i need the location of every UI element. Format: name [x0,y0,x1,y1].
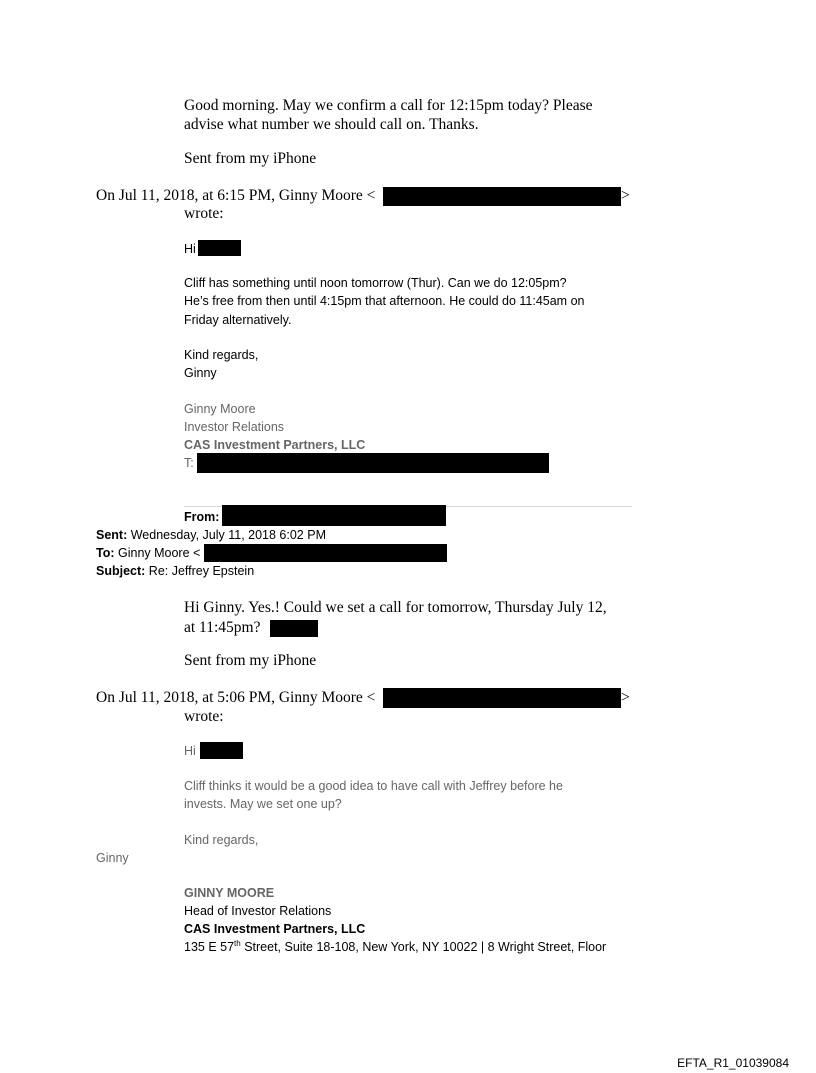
redaction-from [222,505,446,526]
to-label: To: [96,546,115,560]
quote2-sig-title: Head of Investor Relations [184,904,332,918]
from-label: From: [184,510,220,524]
quote2-closing: Kind regards, [184,833,259,847]
quote1-header: On Jul 11, 2018, at 6:15 PM, Ginny Moore < [96,187,376,204]
quote1-body-line3: Friday alternatively. [184,313,292,327]
message2-signature: Sent from my iPhone [184,652,317,669]
quote2-header: On Jul 11, 2018, at 5:06 PM, Ginny Moore < [96,689,376,706]
quote1-closing-name: Ginny [184,366,217,380]
redaction-name-2 [200,742,243,759]
message1-line1: Good morning. May we confirm a call for 12:15pm today? Please [184,97,593,114]
quote2-header-end: > [621,689,630,706]
redaction-name [198,240,241,256]
subject-value: Re: Jeffrey Epstein [145,564,255,578]
subject-label: Subject: [96,564,146,578]
redaction-to [204,544,447,562]
address-number: 135 E 57 [184,940,235,954]
message2-line2: at 11:45pm? [184,619,261,636]
sent-value: Wednesday, July 11, 2018 6:02 PM [127,528,326,542]
sent-line [96,526,326,544]
quote1-sig-name: Ginny Moore [184,402,256,416]
quote1-sig-title: Investor Relations [184,420,285,434]
redaction-message2 [270,620,318,637]
quote1-sig-phone-label: T: [184,456,194,470]
message1-signature: Sent from my iPhone [184,150,317,167]
quote2-body-line2: invests. May we set one up? [184,797,342,811]
to-value: Ginny Moore < [114,546,201,560]
quote2-sig-company: CAS Investment Partners, LLC [184,922,366,936]
document-id: EFTA_R1_01039084 [677,1056,789,1070]
subject-line [96,562,254,580]
quote1-wrote: wrote: [184,205,224,222]
quote2-sig-address [184,938,606,956]
quote1-body-line2: He’s free from then until 4:15pm that afternoon. He could do 11:45am on [184,294,585,308]
message1-line2: advise what number we should call on. Thanks. [184,116,479,133]
message2-line1: Hi Ginny. Yes.! Could we set a call for tomorrow, Thursday July 12, [184,599,607,616]
quote1-body-line1: Cliff has something until noon tomorrow (Thur). Can we do 12:05pm? [184,276,567,290]
address-ordinal: th [234,938,241,948]
quote2-closing-name: Ginny [96,851,129,865]
to-line [96,544,200,562]
quote2-sig-name: GINNY MOORE [184,886,275,900]
sent-label: Sent: [96,528,128,542]
quote2-wrote: wrote: [184,708,224,725]
redaction-phone [197,453,549,473]
quote2-greeting: Hi [184,744,196,758]
quote1-closing: Kind regards, [184,348,259,362]
redaction-email [383,187,621,206]
quote1-sig-company: CAS Investment Partners, LLC [184,438,366,452]
quote1-greeting: Hi [184,242,196,256]
redaction-email-2 [383,688,621,708]
address-rest: Street, Suite 18-108, New York, NY 10022 | 8 Wright Street, Floor [240,940,607,954]
quote1-header-end: > [621,187,630,204]
quote2-body-line1: Cliff thinks it would be a good idea to have call with Jeffrey before he [184,779,563,793]
